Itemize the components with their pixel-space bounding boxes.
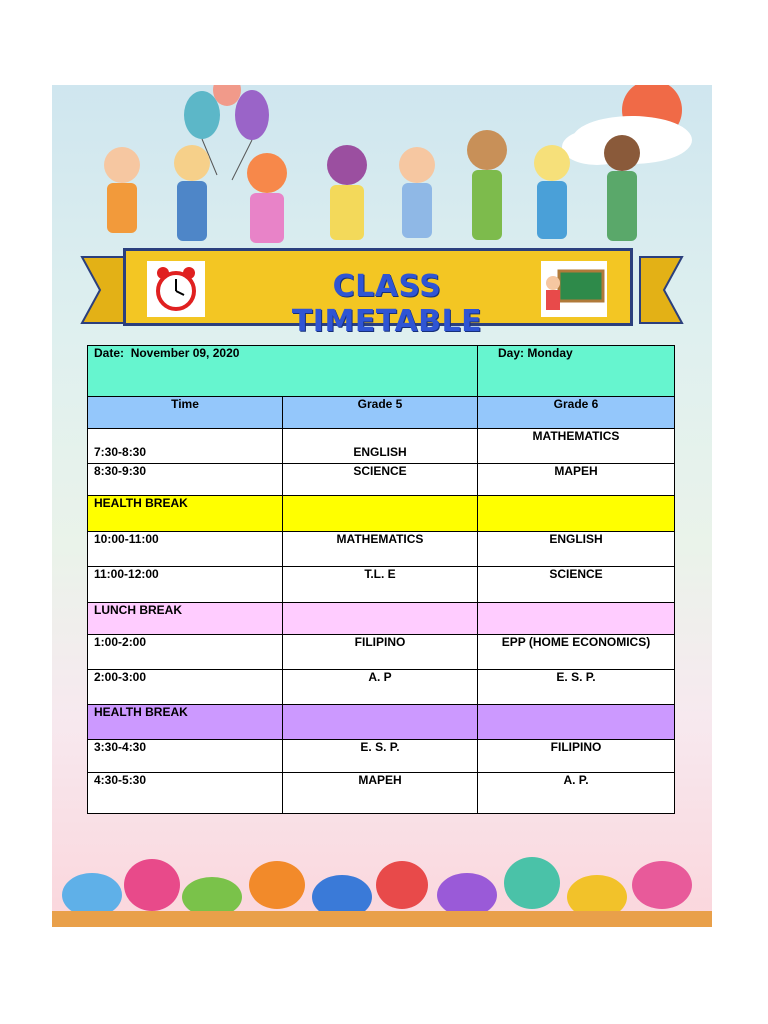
column-header-grade5: Grade 5 [283,397,478,429]
grade5-cell [283,705,478,740]
grade6-cell: MATHEMATICS [478,429,675,464]
table-row [88,740,675,773]
date-label: Date: [94,346,125,360]
grade6-cell: ENGLISH [478,532,675,567]
table-row [88,670,675,705]
column-header-time: Time [88,397,283,429]
day-cell [478,346,675,397]
grade5-cell: A. P [283,670,478,705]
grade5-cell: MAPEH [283,773,478,814]
grade5-cell: T.L. E [283,567,478,603]
header-row [88,397,675,429]
grade6-cell: EPP (HOME ECONOMICS) [478,635,675,670]
handprints-decoration [52,857,712,927]
grade6-cell [478,603,675,635]
grade5-cell [283,603,478,635]
break-label: LUNCH BREAK [88,603,283,635]
grade6-cell: MAPEH [478,464,675,496]
time-cell: 8:30-9:30 [88,464,283,496]
grade6-cell: E. S. P. [478,670,675,705]
grade5-cell: MATHEMATICS [283,532,478,567]
day-value: Monday [527,346,573,360]
break-label: HEALTH BREAK [88,496,283,532]
table-row [88,464,675,496]
break-label: HEALTH BREAK [88,705,283,740]
children-illustration [104,130,640,243]
date-value: November 09, 2020 [130,346,240,360]
time-cell: 3:30-4:30 [88,740,283,773]
teacher-board-icon [541,261,607,317]
break-row [88,705,675,740]
grade6-cell: A. P. [478,773,675,814]
grade6-cell: FILIPINO [478,740,675,773]
grade6-cell: SCIENCE [478,567,675,603]
balloon-icon [184,91,220,139]
time-cell: 2:00-3:00 [88,670,283,705]
time-cell: 11:00-12:00 [88,567,283,603]
grade5-cell: ENGLISH [283,429,478,464]
table-row [88,567,675,603]
break-row [88,603,675,635]
day-label: Day: [498,346,525,360]
time-cell: 1:00-2:00 [88,635,283,670]
table-row [88,429,675,464]
time-cell: 10:00-11:00 [88,532,283,567]
date-cell [88,346,478,397]
balloon-icon [235,90,269,140]
timetable [87,345,675,814]
grade5-cell [283,496,478,532]
alarm-clock-icon [147,261,205,317]
grade5-cell: FILIPINO [283,635,478,670]
page-title: CLASS TIMETABLE [291,269,483,339]
date-row [88,346,675,397]
column-header-grade6: Grade 6 [478,397,675,429]
table-row [88,773,675,814]
grade5-cell: SCIENCE [283,464,478,496]
time-cell: 7:30-8:30 [88,429,283,464]
grade6-cell [478,705,675,740]
grade6-cell [478,496,675,532]
break-row [88,496,675,532]
table-row [88,532,675,567]
grade5-cell: E. S. P. [283,740,478,773]
time-cell: 4:30-5:30 [88,773,283,814]
table-row [88,635,675,670]
